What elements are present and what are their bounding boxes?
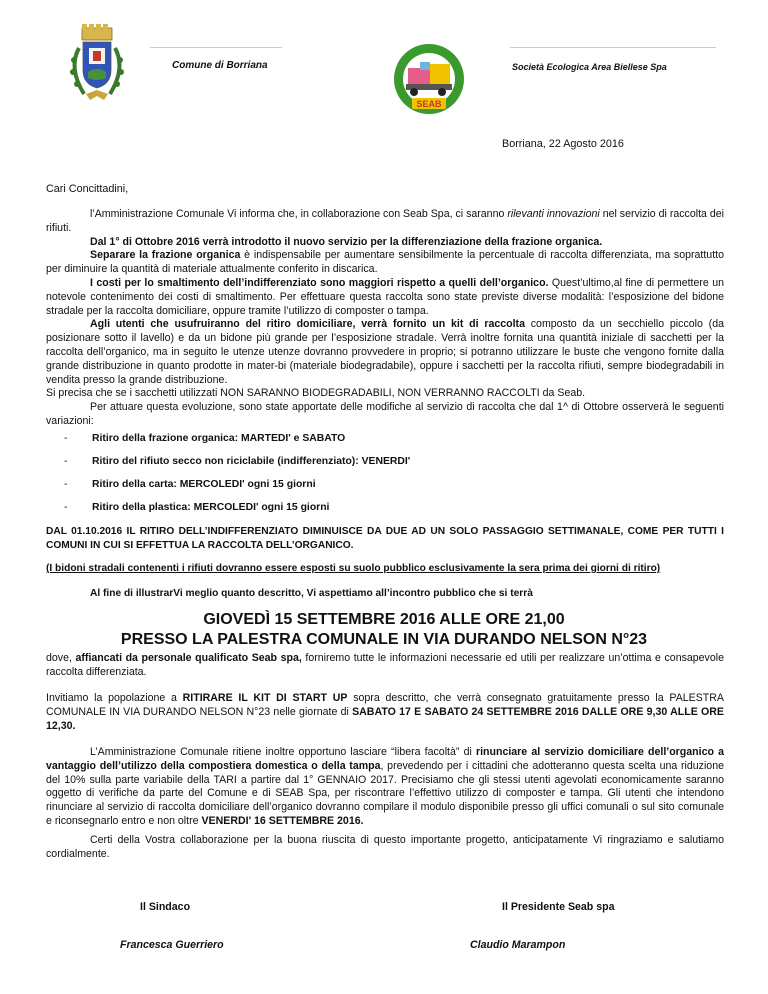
- paragraph-start-date: [46, 236, 724, 250]
- after-event-bold: affiancati da personale qualificato Seab spa,: [75, 652, 302, 664]
- kit-pickup: [46, 692, 724, 733]
- kit-pickup-bold: RITIRARE IL KIT DI START UP: [182, 692, 348, 704]
- intro-text: l’Amministrazione Comunale Vi informa che, in collaborazione con Seab Spa, ci saranno: [90, 208, 508, 220]
- event-venue: PRESSO LA PALESTRA COMUNALE IN VIA DURANDO NELSON N°23: [120, 631, 648, 648]
- composter-text: L’Amministrazione Comunale ritiene inoltre opportuno lasciare “libera facoltà” di: [90, 746, 476, 758]
- composter-deadline: VENERDI' 16 SETTEMBRE 2016.: [201, 814, 364, 827]
- kit-pickup-text: Invitiamo la popolazione a: [46, 692, 183, 704]
- after-event: [46, 652, 724, 680]
- kit-pickup-dates: SABATO 17 E SABATO 24 SETTEMBRE 2016 DALLE ORE 9,30 ALLE ORE 12,30.: [46, 705, 724, 732]
- notice-caps-text: DAL 01.10.2016 IL RITIRO DELL’INDIFFERENZIATO DIMINUISCE DA DUE AD UN SOLO PASSAGGIO SETTIMANALE, COME PER TUTTI I COMUNI IN CUI SI EFFETTUA LA RACCOLTA DELL’ORGANICO.: [46, 526, 724, 551]
- kit-pickup-paragraph: [46, 692, 724, 733]
- composter-paragraph: [46, 746, 724, 829]
- right-org-name: Società Ecologica Area Biellese Spa: [512, 62, 667, 72]
- organic-bold: Separare la frazione organica: [90, 249, 241, 262]
- after-event-text: dove,: [46, 652, 76, 664]
- closing: [46, 834, 724, 862]
- kit-text: composto da un secchiello piccolo (da posizionare sotto il lavello) e da un bidone più grande per l’esposizione stradale. Verrà inoltre fornita una quantità iniziale di sacchetti per la raccolta dell’organico, ma in seguito le utenze utenze dovranno provvedere in proprio; si potranno utilizzare le buste che vengono fornite dalla grande distribuzione in quanto prodotte in mater-bi (materiale biodegradabile), oppure i sacchetti per la raccolta rifiuti, sempre biodegradabili in vendita presso la grande distribuzione.: [46, 318, 724, 386]
- list-dash: -: [64, 433, 68, 444]
- signature-left-name: Francesca Guerriero: [120, 939, 224, 951]
- composter-text-mid: , prevedendo per i cittadini che adotteranno questa scelta una riduzione del 10% sulla parte variabile della TARI a partire dal 1° GENNAIO 2017. Precisiamo che gli stessi utenti agevolati economicamente saranno oggetto di verifiche da parte del Comune e di SEAB Spa, per riscontrare l’effettivo utilizzo di composter e tampa. Gli utenti che intendono rinunciare al servizio di raccolta domiciliare dell’organico dovranno compilare il modulo disponibile presso gli uffici comunali o sul sito comunale e riconsegnarlo entro e non oltre: [46, 759, 724, 827]
- composter-bold: rinunciare al servizio domiciliare dell’organico a vantaggio dell’utilizzo della compostiera domestica o della tampa: [46, 746, 724, 772]
- event-date: GIOVEDÌ 15 SETTEMBRE 2016 ALLE ORE 21,00: [203, 611, 565, 628]
- seab-logo-text: SEAB: [416, 99, 442, 109]
- costs-bold: I costi per lo smaltimento dell’indifferenziato sono maggiori rispetto a quelli dell’organico.: [90, 276, 549, 289]
- schedule-text: Ritiro della carta: MERCOLEDI' ogni 15 giorni: [92, 479, 316, 490]
- letter-body: [46, 208, 724, 429]
- list-dash: -: [64, 456, 68, 467]
- list-dash: -: [64, 479, 68, 490]
- meeting-intro: Al fine di illustrarVi meglio quanto descritto, Vi aspettiamo all’incontro pubblico che si terrà: [90, 588, 533, 599]
- date-line: Borriana, 22 Agosto 2016: [502, 138, 624, 150]
- borriana-coat-of-arms: [62, 24, 132, 108]
- list-dash: -: [64, 502, 68, 513]
- paragraph-bags: Si precisa che se i sacchetti utilizzati NON SARANNO BIODEGRADABILI, NON VERRANNO RACCOLTI da Seab.: [46, 387, 586, 400]
- paragraph-kit: [46, 318, 724, 387]
- kit-pickup-text-mid: sopra descritto, che verrà consegnato gratuitamente presso la PALESTRA COMUNALE IN VIA DURANDO NELSON N°23 nelle giornate di: [46, 692, 724, 718]
- seab-logo: [392, 42, 466, 116]
- paragraph-organic: [46, 249, 724, 277]
- salutation: Cari Concittadini,: [46, 183, 129, 195]
- notice-caps: [46, 525, 724, 553]
- header-rule-left: [150, 47, 282, 48]
- paragraph-costs: [46, 277, 724, 318]
- start-date-text: Dal 1° di Ottobre 2016 verrà introdotto il nuovo servizio per la differenziazione della frazione organica.: [90, 235, 603, 248]
- signature-right-title: Il Presidente Seab spa: [502, 901, 615, 913]
- costs-text: Quest’ultimo,al fine di permettere un notevole contenimento dei costi di smaltimento. Per effettuare questa raccolta sono state previste diverse modalità: l’esposizione del bidone stradale per la raccolta domiciliare, oppure tramite l’utilizzo di composter o tampa.: [46, 276, 724, 317]
- kit-bold: Agli utenti che usufruiranno del ritiro domiciliare, verrà fornito un kit di raccolta: [90, 318, 525, 331]
- schedule-text: Ritiro della frazione organica: MARTEDI' e SABATO: [92, 433, 346, 444]
- paragraph-intro: [46, 208, 724, 236]
- paragraph-changes: Per attuare questa evoluzione, sono state apportate delle modifiche al servizio di raccolta che dal 1^ di Ottobre osserverà le seguenti variazioni:: [46, 401, 724, 427]
- intro-text-end: nel servizio di raccolta dei rifiuti.: [46, 208, 725, 234]
- intro-emphasis: rilevanti innovazioni: [507, 208, 600, 220]
- notice-underlined-text: (I bidoni stradali contenenti i rifiuti dovranno essere esposti su suolo pubblico esclusivamente la sera prima dei giorni di ritiro): [46, 563, 661, 574]
- composter-option: [46, 746, 724, 829]
- schedule-text: Ritiro del rifiuto secco non riciclabile (indifferenziato): VENERDI': [92, 456, 411, 467]
- after-event-paragraph: [46, 652, 724, 680]
- after-event-text-end: forniremo tutte le informazioni necessarie ed utili per realizzare un’ottima e consapevole raccolta differenziata.: [46, 652, 724, 678]
- notice-underlined: [46, 563, 736, 574]
- signature-left-title: Il Sindaco: [140, 901, 191, 913]
- schedule-text: Ritiro della plastica: MERCOLEDI' ogni 15 giorni: [92, 502, 330, 513]
- closing-paragraph: Certi della Vostra collaborazione per la buona riuscita di questo importante progetto, anticipatamente Vi ringraziamo e salutiamo cordialmente.: [46, 834, 724, 860]
- left-org-name: Comune di Borriana: [172, 60, 268, 71]
- header-rule-right: [510, 47, 716, 48]
- signature-right-name: Claudio Marampon: [470, 939, 566, 951]
- organic-text: è indispensabile per aumentare sensibilmente la percentuale di raccolta differenziata, ma soprattutto per diminuire la quantità di materiale attualmente conferito in discarica.: [46, 249, 724, 276]
